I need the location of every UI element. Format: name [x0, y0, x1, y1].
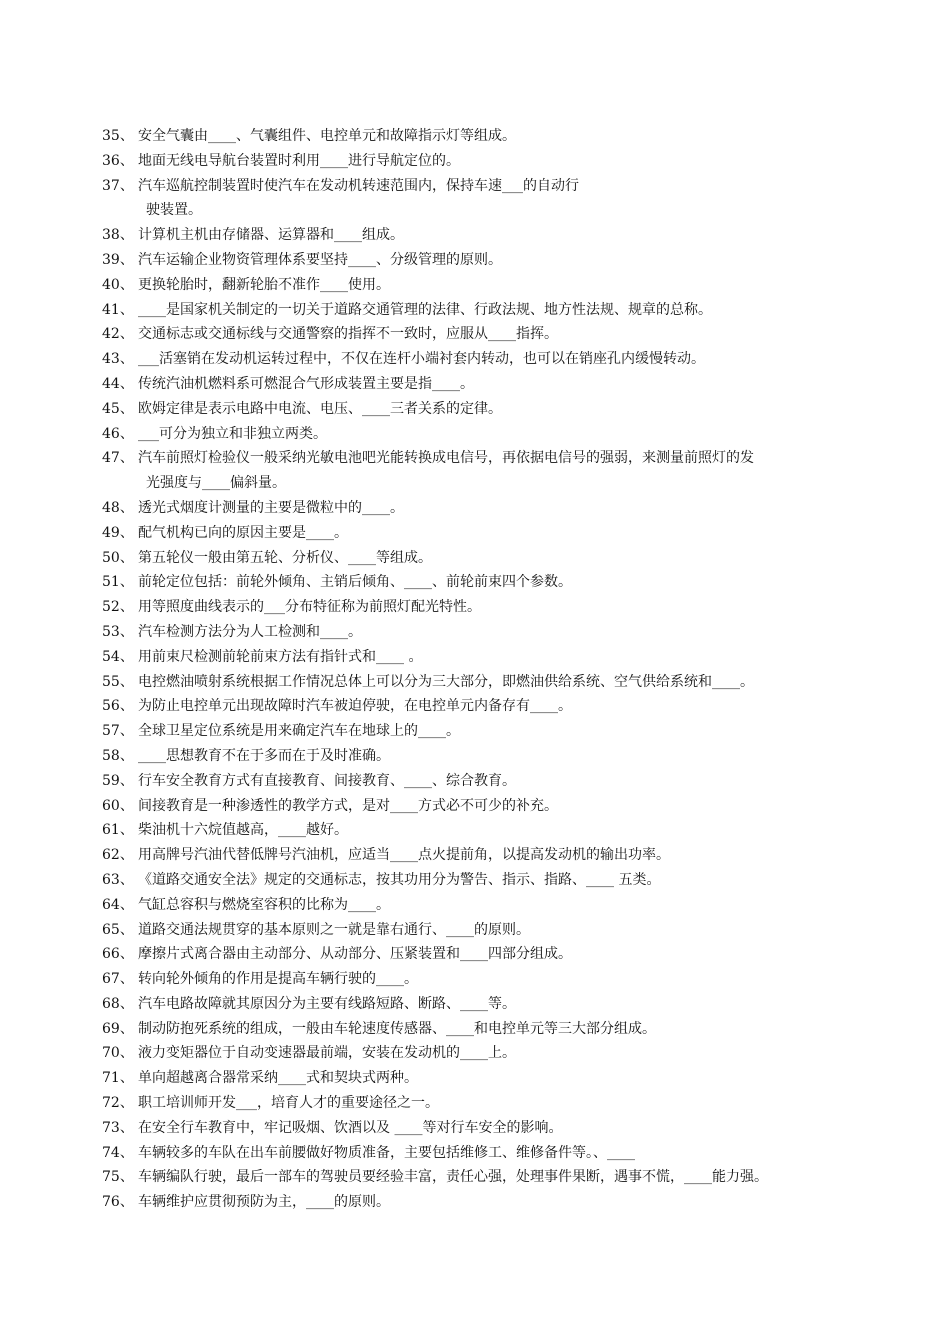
question-item — [102, 719, 892, 744]
question-text — [138, 322, 892, 347]
question-text-continuation: 驶装置。 — [146, 202, 202, 219]
question-number: 38、 — [102, 227, 134, 244]
question-number: 70、 — [102, 1045, 134, 1062]
question-item — [102, 769, 892, 794]
question-text — [138, 372, 892, 397]
question-item — [102, 744, 892, 769]
question-number: 35、 — [102, 128, 134, 144]
question-item — [102, 397, 892, 422]
question-number: 44、 — [102, 375, 134, 392]
question-text — [138, 1017, 892, 1042]
question-number: 46、 — [102, 425, 134, 442]
question-number: 37、 — [102, 177, 134, 194]
question-number: 72、 — [102, 1095, 134, 1112]
question-text — [138, 521, 892, 546]
question-item — [102, 1017, 892, 1042]
question-text-line: ____是国家机关制定的一切关于道路交通管理的法律、行政法规、地方性法规、规章的总称。 — [138, 301, 712, 318]
question-number: 61、 — [102, 822, 134, 839]
question-text — [138, 694, 892, 719]
question-item — [102, 893, 892, 918]
question-text-line: 气缸总容积与燃烧室容积的比称为____。 — [138, 896, 390, 913]
question-item — [102, 570, 892, 595]
question-item — [102, 1190, 892, 1215]
question-item — [102, 818, 892, 843]
question-text-line: 车辆维护应贯彻预防为主，____的原则。 — [138, 1194, 390, 1211]
question-number: 52、 — [102, 599, 134, 616]
question-text-line: 全球卫星定位系统是用来确定汽车在地球上的____。 — [138, 723, 460, 740]
question-number: 54、 — [102, 648, 134, 665]
question-item — [102, 670, 892, 695]
question-text — [138, 595, 892, 620]
question-text-line: 间接教育是一种渗透性的教学方式，是对____方式必不可少的补充。 — [138, 797, 558, 814]
question-number: 58、 — [102, 747, 134, 764]
question-text-line: 道路交通法规贯穿的基本原则之一就是靠右通行、____的原则。 — [138, 921, 530, 938]
question-text-line: 前轮定位包括：前轮外倾角、主销后倾角、____、前轮前束四个参数。 — [138, 574, 572, 591]
question-item — [102, 967, 892, 992]
question-item — [102, 546, 892, 571]
question-number: 71、 — [102, 1070, 134, 1087]
question-text-line: 用等照度曲线表示的___分布特征称为前照灯配光特性。 — [138, 599, 481, 616]
question-text-line: 行车安全教育方式有直接教育、间接教育、____、综合教育。 — [138, 772, 516, 789]
question-text-continuation: 光强度与____偏斜量。 — [146, 475, 286, 492]
question-text-line: ___可分为独立和非独立两类。 — [138, 425, 327, 442]
question-number: 51、 — [102, 574, 134, 591]
question-text — [138, 446, 892, 496]
question-text — [138, 1116, 892, 1141]
question-text — [138, 893, 892, 918]
question-number: 47、 — [102, 450, 134, 467]
question-text — [138, 1041, 892, 1066]
question-text-line: 计算机主机由存储器、运算器和____组成。 — [138, 227, 404, 244]
question-item — [102, 149, 892, 174]
question-text-line: 汽车巡航控制装置时使汽车在发动机转速范围内，保持车速___的自动行 — [138, 177, 579, 194]
question-text-line: 汽车运输企业物资管理体系要坚持____、分级管理的原则。 — [138, 251, 502, 268]
question-number: 53、 — [102, 623, 134, 640]
question-text — [138, 818, 892, 843]
question-number: 42、 — [102, 326, 134, 343]
question-item — [102, 1141, 892, 1166]
question-number: 67、 — [102, 971, 134, 988]
question-number: 62、 — [102, 847, 134, 864]
question-list — [102, 124, 892, 1215]
question-text — [138, 967, 892, 992]
question-text — [138, 273, 892, 298]
question-number: 76、 — [102, 1194, 134, 1211]
question-number: 41、 — [102, 301, 134, 318]
question-text — [138, 645, 892, 670]
question-number: 60、 — [102, 797, 134, 814]
question-number: 45、 — [102, 400, 134, 417]
question-item — [102, 918, 892, 943]
question-number: 49、 — [102, 524, 134, 541]
question-text-line: 交通标志或交通标线与交通警察的指挥不一致时，应服从____指挥。 — [138, 326, 558, 343]
question-number: 55、 — [102, 673, 134, 690]
question-text-line: 《道路交通安全法》规定的交通标志，按其功用分为警告、指示、指路、____ 五类。 — [138, 871, 661, 888]
question-item — [102, 942, 892, 967]
question-text — [138, 546, 892, 571]
question-item — [102, 868, 892, 893]
question-item — [102, 124, 892, 149]
question-item — [102, 645, 892, 670]
question-text — [138, 942, 892, 967]
question-text-line: ____思想教育不在于多而在于及时准确。 — [138, 747, 390, 764]
question-text — [138, 124, 892, 149]
question-text-line: 摩擦片式离合器由主动部分、从动部分、压紧装置和____四部分组成。 — [138, 946, 572, 963]
question-item — [102, 422, 892, 447]
question-text — [138, 1141, 892, 1166]
question-text-line: 安全气囊由____、气囊组件、电控单元和故障指示灯等组成。 — [138, 128, 516, 144]
question-text — [138, 397, 892, 422]
question-text — [138, 670, 892, 695]
question-text-line: 转向轮外倾角的作用是提高车辆行驶的____。 — [138, 971, 418, 988]
question-number: 59、 — [102, 772, 134, 789]
question-text-line: 制动防抱死系统的组成，一般由车轮速度传感器、____和电控单元等三大部分组成。 — [138, 1020, 656, 1037]
question-item — [102, 496, 892, 521]
question-text-line: 车辆较多的车队在出车前腰做好物质准备，主要包括维修工、维修备件等。、____ — [138, 1144, 635, 1161]
question-text-line: 电控燃油喷射系统根据工作情况总体上可以分为三大部分，即燃油供给系统、空气供给系统和____。 — [138, 673, 754, 690]
question-item — [102, 1165, 892, 1190]
question-item — [102, 223, 892, 248]
question-text — [138, 620, 892, 645]
question-item — [102, 794, 892, 819]
question-item — [102, 1116, 892, 1141]
question-text-line: 液力变矩器位于自动变速器最前端，安装在发动机的____上。 — [138, 1045, 516, 1062]
question-text — [138, 223, 892, 248]
question-text-line: 第五轮仪一般由第五轮、分析仪、____等组成。 — [138, 549, 432, 566]
question-text — [138, 843, 892, 868]
question-text-line: 汽车前照灯检验仪一般采纳光敏电池吧光能转换成电信号，再依据电信号的强弱，来测量前照灯的发 — [138, 450, 754, 467]
question-text — [138, 174, 892, 224]
question-number: 66、 — [102, 946, 134, 963]
question-item — [102, 174, 892, 224]
question-number: 69、 — [102, 1020, 134, 1037]
question-text-line: 柴油机十六烷值越高，____越好。 — [138, 822, 348, 839]
question-number: 39、 — [102, 251, 134, 268]
question-text-line: 为防止电控单元出现故障时汽车被迫停驶，在电控单元内备存有____。 — [138, 698, 572, 715]
question-text — [138, 1091, 892, 1116]
question-item — [102, 1066, 892, 1091]
question-text — [138, 496, 892, 521]
question-text-line: 欧姆定律是表示电路中电流、电压、____三者关系的定律。 — [138, 400, 502, 417]
question-text — [138, 744, 892, 769]
question-number: 75、 — [102, 1169, 134, 1186]
question-item — [102, 595, 892, 620]
question-item — [102, 992, 892, 1017]
question-number: 43、 — [102, 351, 134, 368]
question-number: 48、 — [102, 499, 134, 516]
question-number: 65、 — [102, 921, 134, 938]
question-item — [102, 322, 892, 347]
question-text-line: 在安全行车教育中，牢记吸烟、饮酒以及 ____等对行车安全的影响。 — [138, 1119, 563, 1136]
question-item — [102, 347, 892, 372]
question-item — [102, 521, 892, 546]
question-text-line: ___活塞销在发动机运转过程中，不仅在连杆小端衬套内转动，也可以在销座孔内缓慢转动。 — [138, 351, 705, 368]
question-text-line: 车辆编队行驶，最后一部车的驾驶员要经验丰富，责任心强，处理事件果断，遇事不慌，____能力强。 — [138, 1169, 768, 1186]
question-number: 40、 — [102, 276, 134, 293]
question-text-line: 汽车检测方法分为人工检测和____。 — [138, 623, 362, 640]
question-text-line: 配气机构已向的原因主要是____。 — [138, 524, 348, 541]
question-text-line: 单向超越离合器常采纳____式和契块式两种。 — [138, 1070, 418, 1087]
question-item — [102, 446, 892, 496]
question-text — [138, 149, 892, 174]
question-item — [102, 372, 892, 397]
question-text — [138, 1066, 892, 1091]
question-text — [138, 347, 892, 372]
question-text — [138, 794, 892, 819]
question-number: 36、 — [102, 152, 134, 169]
question-item — [102, 298, 892, 323]
question-text — [138, 298, 892, 323]
question-text-line: 更换轮胎时，翻新轮胎不准作____使用。 — [138, 276, 390, 293]
question-number: 50、 — [102, 549, 134, 566]
question-text — [138, 248, 892, 273]
question-number: 64、 — [102, 896, 134, 913]
question-text — [138, 769, 892, 794]
question-text-line: 汽车电路故障就其原因分为主要有线路短路、断路、____等。 — [138, 995, 516, 1012]
question-text — [138, 1165, 892, 1190]
question-text — [138, 992, 892, 1017]
question-number: 73、 — [102, 1119, 134, 1136]
question-item — [102, 1091, 892, 1116]
question-text-line: 传统汽油机燃料系可燃混合气形成装置主要是指____。 — [138, 375, 474, 392]
question-text — [138, 719, 892, 744]
question-text-line: 地面无线电导航台装置时利用____进行导航定位的。 — [138, 152, 460, 169]
question-number: 63、 — [102, 871, 134, 888]
question-text — [138, 918, 892, 943]
question-text-line: 职工培训师开发___，培育人才的重要途径之一。 — [138, 1095, 439, 1112]
question-text — [138, 868, 892, 893]
question-item — [102, 620, 892, 645]
question-text-line: 透光式烟度计测量的主要是微粒中的____。 — [138, 499, 404, 516]
question-item — [102, 694, 892, 719]
question-item — [102, 843, 892, 868]
question-item — [102, 1041, 892, 1066]
question-item — [102, 273, 892, 298]
question-number: 74、 — [102, 1144, 134, 1161]
question-number: 57、 — [102, 723, 134, 740]
question-text — [138, 570, 892, 595]
question-item — [102, 248, 892, 273]
question-text-line: 用高牌号汽油代替低牌号汽油机，应适当____点火提前角，以提高发动机的输出功率。 — [138, 847, 670, 864]
question-number: 56、 — [102, 698, 134, 715]
question-text — [138, 422, 892, 447]
question-text — [138, 1190, 892, 1215]
question-number: 68、 — [102, 995, 134, 1012]
question-text-line: 用前束尺检测前轮前束方法有指针式和____ 。 — [138, 648, 423, 665]
